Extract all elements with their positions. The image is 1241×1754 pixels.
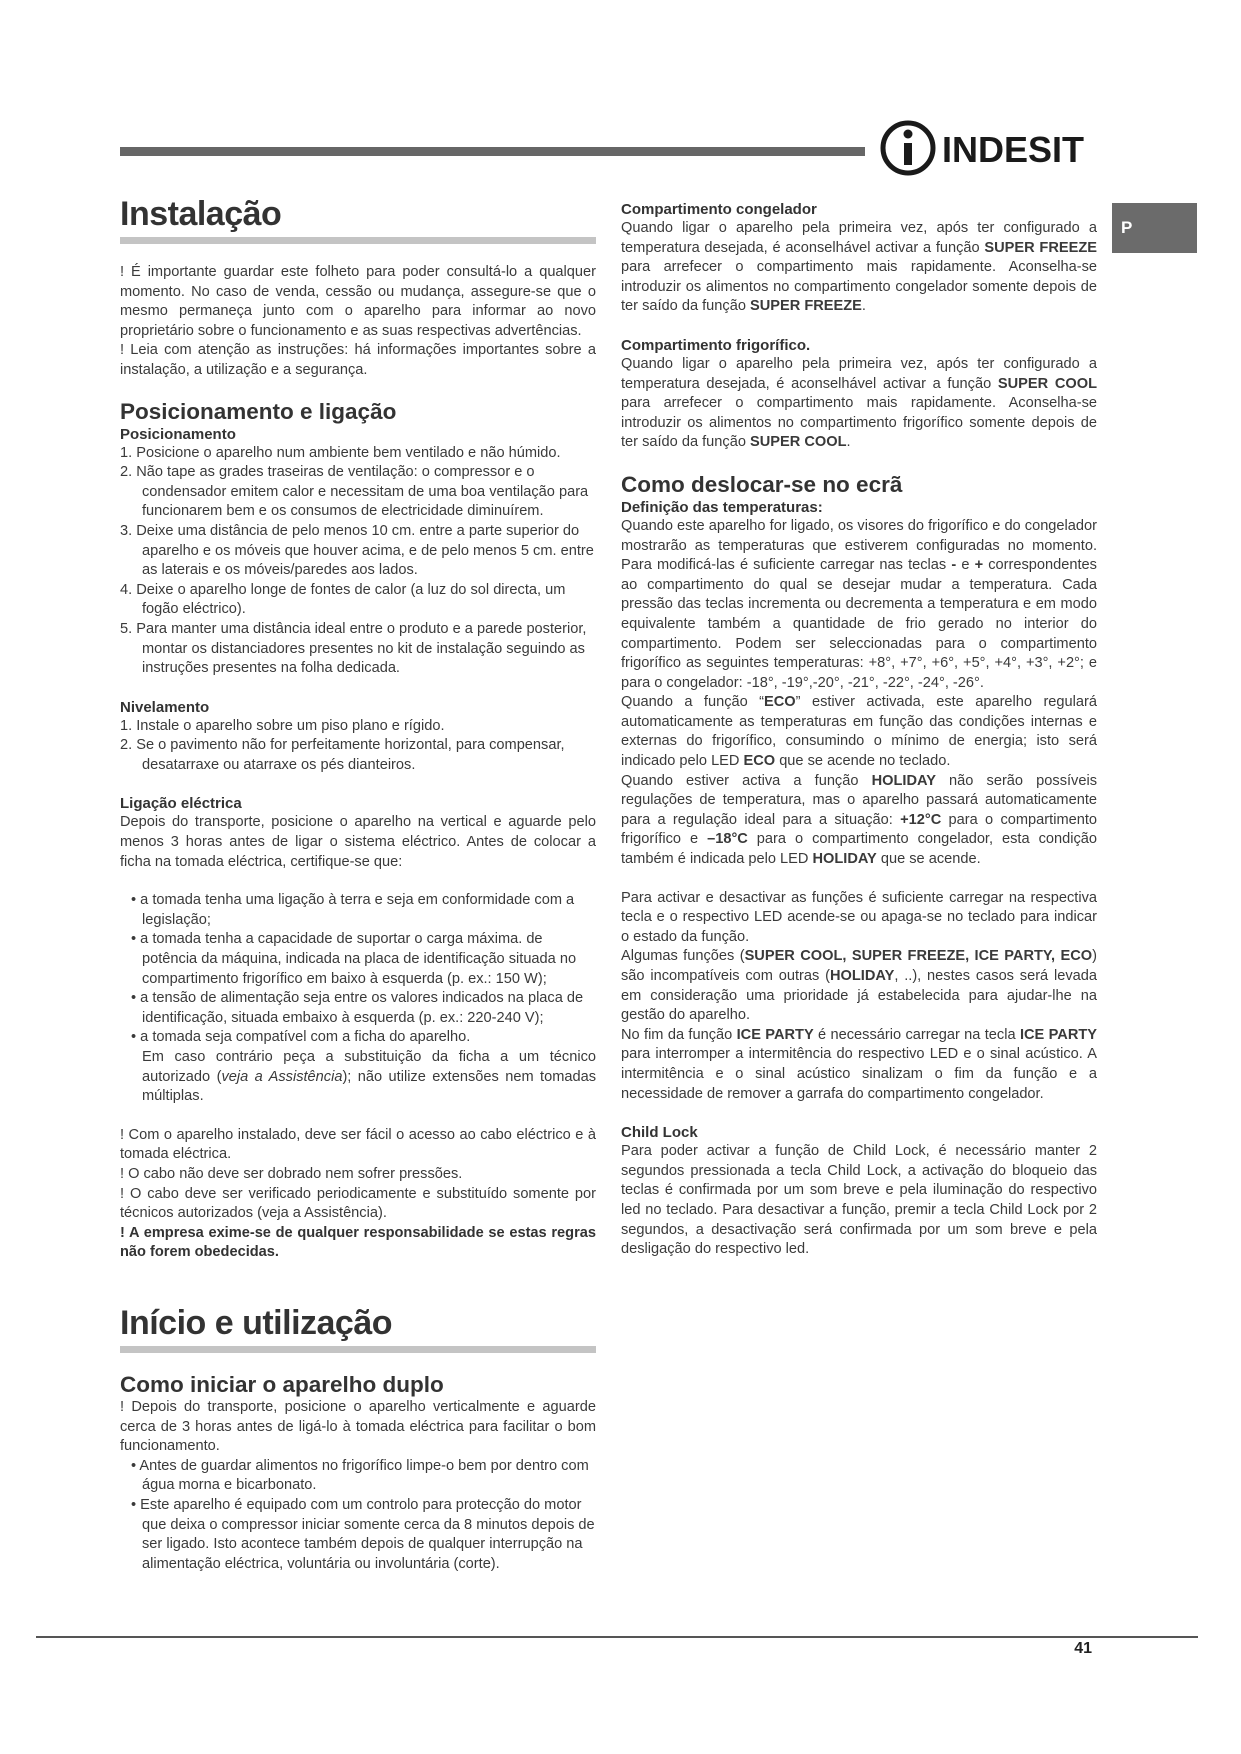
freezer-paragraph: Quando ligar o aparelho pela primeira vez, após ter configurado a temperatura desejada, é aconselhável activar a função SUPER FREEZE para arrefecer o compartimento mais rapidamente. Aconselha-se introduzir os alimentos no compartimento congelador somente depois de ter saído da função SUPER FREEZE. <box>621 220 1097 315</box>
list-item: • a tensão de alimentação seja entre os valores indicados na placa de identificação, situada embaixo à esquerda (p. ex.: 220-240 V); <box>131 990 584 1026</box>
holiday-paragraph: Quando estiver activa a função HOLIDAY não serão possíveis regulações de temperatura, mas o aparelho passará automaticamente para a regulação ideal para a situação: +12°C para o compartimento frigorífico e –18°C para o compartimento congelador, esta condição também é indicada pelo LED HOLIDAY que se acende. <box>621 772 1097 868</box>
child-lock-subheading: Child Lock <box>621 1124 698 1142</box>
levelling-subheading: Nivelamento <box>120 698 210 716</box>
positioning-list <box>120 444 596 679</box>
start-paragraph: ! Depois do transporte, posicione o aparelho verticalmente e aguarde cerca de 3 horas antes de ligá-lo à tomada eléctrica para facilitar o bom funcionamento. <box>120 1398 596 1455</box>
list-item: 5. Para manter uma distância ideal entre o produto e a parede posterior, montar os distanciadores presentes no kit de instalação seguindo as instruções presentes na folha dedicada. <box>120 620 587 677</box>
header-rule <box>120 147 865 156</box>
positioning-subheading: Posicionamento <box>120 425 236 443</box>
start-list <box>120 1457 596 1575</box>
left-column <box>120 194 596 1574</box>
liability-disclaimer: ! A empresa exime-se de qualquer responsabilidade se estas regras não forem obedecidas. <box>120 1224 596 1261</box>
activation-paragraph: Para activar e desactivar as funções é suficiente carregar na respectiva tecla e o respectivo LED acende-se ou apaga-se no teclado para indicar o estado da função. <box>621 889 1097 945</box>
assistance-reference: veja a Assistência <box>221 1068 343 1085</box>
list-item: 2. Se o pavimento não for perfeitamente horizontal, para compensar, desatarraxe ou atarraxe os pés dianteiros. <box>120 737 565 773</box>
brand-wordmark: INDESIT <box>942 129 1085 170</box>
electrical-note: Em caso contrário peça a substituição da ficha a um técnico autorizado (veja a Assistência); não utilize extensões nem tomadas múltiplas. <box>142 1049 596 1105</box>
fridge-subheading: Compartimento frigorífico. <box>621 336 811 354</box>
temperature-subheading: Definição das temperaturas: <box>621 498 823 516</box>
warning-cable-check: ! O cabo deve ser verificado periodicamente e substituído somente por técnicos autorizados (veja a Assistência). <box>120 1185 596 1222</box>
list-item: • a tomada tenha uma ligação à terra e seja em conformidade com a legislação; <box>131 892 575 928</box>
list-item: • Este aparelho é equipado com um controlo para protecção do motor que deixa o compressor iniciar somente cerca da 8 minutos depois de ser ligado. Isto acontece também depois de qualquer interrupção na alimentação eléctrica, voluntária ou involuntária (corte). <box>131 1496 595 1572</box>
language-tab: P <box>1112 203 1197 253</box>
start-appliance-heading: Como iniciar o aparelho duplo <box>120 1371 444 1397</box>
electrical-list <box>120 891 596 1048</box>
child-lock-paragraph: Para poder activar a função de Child Lock, é necessário manter 2 segundos pressionada a tecla Child Lock, a activação do bloqueio das teclas é confirmada por um som breve e pela iluminação do respectivo led no teclado. Para desactivar a função, premir a tecla Child Lock por 2 segundos, a desactivação será confirmada por um som breve e pela desligação do respectivo led. <box>621 1143 1097 1258</box>
right-column <box>621 200 1097 1260</box>
list-item: • a tomada seja compatível com a ficha do aparelho. <box>131 1029 471 1046</box>
heading-rule <box>120 1346 596 1353</box>
list-item: • a tomada tenha a capacidade de suportar o carga máxima. de potência da máquina, indicada na placa de identificação situada no compartimento frigorífico em baixo à esquerda (p. ex.: 150 W); <box>131 931 577 987</box>
list-item: 2. Não tape as grades traseiras de ventilação: o compressor e o condensador emitem calor e necessitam de uma boa ventilação para funcionarem bem e os consumos de electricidade diminuírem. <box>120 464 589 520</box>
positioning-heading: Posicionamento e ligação <box>120 398 397 424</box>
temperature-paragraph: Quando este aparelho for ligado, os visores do frigorífico e do congelador mostrarão as temperaturas que estiverem configuradas no momento. Para modificá-las é suficiente carregar nas teclas - e + correspondentes ao compartimento do qual se desejar mudar a temperatura. Cada pressão das teclas incrementa ou decrementa a temperatura e em modo equivalente também a quantidade de frio gerado no interior do compartimento. Podem ser seleccionadas para o compartimento frigorífico as seguintes temperaturas: +8°, +7°, +6°, +5°, +4°, +3°, +2°; e para o congelador: -18°, -19°,-20°, -21°, -22°, -24°, -26°. <box>621 517 1097 691</box>
list-item: 1. Posicione o aparelho num ambiente bem ventilado e não húmido. <box>120 444 561 461</box>
intro-warning: ! Leia com atenção as instruções: há informações importantes sobre a instalação, a utilização e a segurança. <box>120 342 596 378</box>
warning-cable-bend: ! O cabo não deve ser dobrado nem sofrer pressões. <box>120 1165 463 1182</box>
list-item: 1. Instale o aparelho sobre um piso plano e rígido. <box>120 717 445 734</box>
eco-paragraph: Quando a função “ECO” estiver activada, este aparelho regulará automaticamente as temperaturas em função das condições internas e externas do frigorífico, consumindo o mínimo de energia; isto será indicado pelo LED ECO que se acende no teclado. <box>621 694 1097 770</box>
page-number: 41 <box>1074 1640 1092 1657</box>
electrical-intro: Depois do transporte, posicione o aparelho na vertical e aguarde pelo menos 3 horas antes de ligar o sistema eléctrico. Antes de colocar a ficha na tomada eléctrica, certifique-se que: <box>120 814 596 870</box>
freezer-subheading: Compartimento congelador <box>621 201 817 218</box>
heading-rule <box>120 237 596 244</box>
incompatibility-paragraph: Algumas funções (SUPER COOL, SUPER FREEZE, ICE PARTY, ECO) são incompatíveis com outras (HOLIDAY, ..), nestes casos será levada em consideração uma prioridade já estabelecida para ajudar-lhe na gestão do aparelho. <box>621 948 1097 1024</box>
fridge-paragraph: Quando ligar o aparelho pela primeira vez, após ter configurado a temperatura desejada, é aconselhável activar a função SUPER COOL para arrefecer o compartimento mais rapidamente. Aconselha-se introduzir os alimentos no compartimento frigorífico somente depois de ter saído da função SUPER COOL. <box>621 355 1097 451</box>
warning-access: ! Com o aparelho instalado, deve ser fácil o acesso ao cabo eléctrico e à tomada eléctrica. <box>120 1126 596 1163</box>
list-item: • Antes de guardar alimentos no frigorífico limpe-o bem por dentro com água morna e bicarbonato. <box>131 1457 589 1494</box>
installation-heading: Instalação <box>120 195 282 233</box>
list-item: 4. Deixe o aparelho longe de fontes de calor (a luz do sol directa, um fogão eléctrico). <box>120 581 566 618</box>
levelling-list <box>120 717 596 776</box>
screen-navigation-heading: Como deslocar-se no ecrã <box>621 471 903 497</box>
list-item: 3. Deixe uma distância de pelo menos 10 cm. entre a parte superior do aparelho e os móveis que houver acima, e de pelo menos 5 cm. entre as laterais e os móveis/paredes aos lados. <box>120 522 594 579</box>
indesit-logo <box>880 117 1105 179</box>
electrical-subheading: Ligação eléctrica <box>120 795 242 813</box>
ice-party-paragraph: No fim da função ICE PARTY é necessário carregar na tecla ICE PARTY para interromper a intermitência do respectivo LED e o sinal acústico. A intermitência e o sinal acústico sinalizam o fim da função e a necessidade de remover a garrafa do compartimento congelador. <box>621 1026 1098 1102</box>
intro-paragraph: ! É importante guardar este folheto para poder consultá-lo a qualquer momento. No caso de venda, cessão ou mudança, assegure-se que o mesmo permaneça junto com o aparelho para informar ao novo proprietário sobre o funcionamento e as suas respectivas advertências. <box>120 264 596 339</box>
footer-rule <box>36 1636 1198 1638</box>
start-and-use-heading: Início e utilização <box>120 1303 393 1342</box>
